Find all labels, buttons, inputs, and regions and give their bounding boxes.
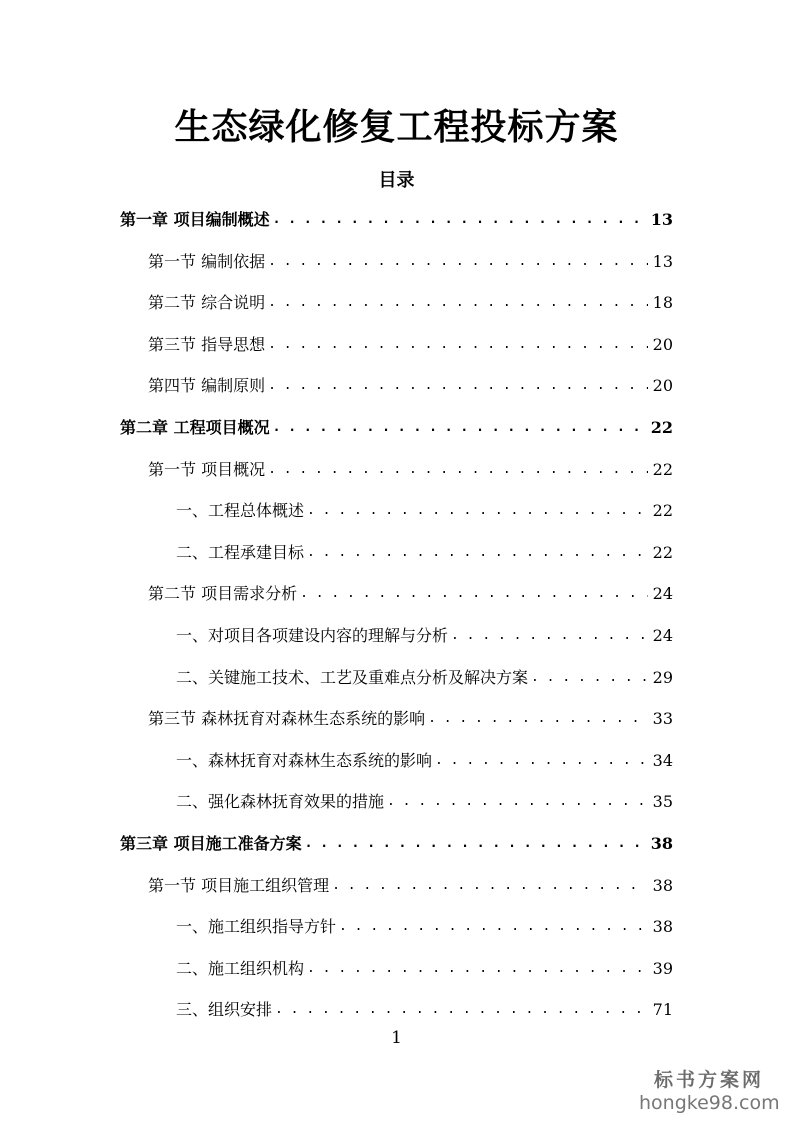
toc-entry-page: 24 (652, 584, 673, 603)
toc-entry-label: 第二节 综合说明 (148, 293, 266, 312)
document-title: 生态绿化修复工程投标方案 (174, 106, 619, 148)
toc-entry-label: 一、施工组织指导方针 (176, 917, 337, 936)
toc-dot-leader (268, 373, 648, 399)
toc-dot-leader (531, 665, 648, 691)
toc-dot-leader (435, 748, 648, 774)
toc-entry-page: 13 (652, 252, 673, 271)
toc-entry-page: 38 (652, 876, 673, 895)
toc-entry-label: 第一章 项目编制概述 (120, 210, 270, 229)
page-number: 1 (391, 1028, 402, 1048)
toc-entry-page: 22 (652, 501, 673, 520)
toc-entry[interactable] (176, 540, 673, 566)
toc-entry-label: 一、森林抚育对森林生态系统的影响 (176, 751, 433, 770)
toc-entry[interactable] (148, 290, 673, 316)
toc-dot-leader (300, 581, 648, 607)
toc-entry-label: 一、工程总体概述 (176, 501, 305, 520)
toc-entry-page: 29 (652, 668, 673, 687)
toc-dot-leader (305, 831, 648, 857)
toc-entry[interactable] (148, 332, 673, 358)
toc-entry[interactable] (148, 873, 673, 899)
toc-dot-leader (268, 332, 648, 358)
toc-entry[interactable] (148, 249, 673, 275)
toc-entry[interactable] (176, 623, 673, 649)
toc-dot-leader (428, 706, 648, 732)
toc-entry[interactable] (148, 457, 673, 483)
toc-entry-label: 二、关键施工技术、工艺及重难点分析及解决方案 (176, 668, 529, 687)
toc-dot-leader (307, 498, 648, 524)
toc-entry-page: 22 (650, 418, 673, 437)
watermark-url: hongke98.com (639, 1092, 780, 1114)
toc-entry[interactable] (176, 748, 673, 774)
toc-dot-leader (275, 997, 648, 1023)
toc-entry[interactable] (120, 831, 673, 857)
toc-entry-label: 二、强化森林抚育效果的措施 (176, 792, 385, 811)
toc-entry-label: 第一节 编制依据 (148, 252, 266, 271)
toc-entry-label: 二、工程承建目标 (176, 543, 305, 562)
toc-entry[interactable] (148, 706, 673, 732)
toc-entry-page: 33 (652, 709, 673, 728)
toc-entry-page: 38 (652, 917, 673, 936)
toc-entry-label: 第三章 项目施工准备方案 (120, 834, 302, 853)
toc-entry-page: 22 (652, 460, 673, 479)
toc-dot-leader (273, 207, 648, 233)
watermark-cn: 标书方案网 (653, 1069, 764, 1091)
toc-entry-label: 第三节 指导思想 (148, 335, 266, 354)
toc-entry-label: 第四节 编制原则 (148, 376, 266, 395)
toc-entry[interactable] (148, 581, 673, 607)
toc-entry[interactable] (120, 207, 673, 233)
toc-dot-leader (268, 290, 648, 316)
toc-entry-page: 18 (652, 293, 673, 312)
toc-heading: 目录 (378, 170, 415, 191)
toc-entry-page: 20 (652, 335, 673, 354)
toc-entry-label: 第二章 工程项目概况 (120, 418, 270, 437)
toc-entry-label: 三、组织安排 (176, 1000, 273, 1019)
toc-dot-leader (307, 540, 648, 566)
toc-entry-label: 一、对项目各项建设内容的理解与分析 (176, 626, 449, 645)
toc-dot-leader (273, 415, 648, 441)
toc-entry-page: 20 (652, 376, 673, 395)
toc-entry-page: 35 (652, 792, 673, 811)
toc-entry-label: 二、施工组织机构 (176, 959, 305, 978)
toc-dot-leader (268, 249, 648, 275)
toc-entry-label: 第一节 项目施工组织管理 (148, 876, 330, 895)
toc-entry-page: 34 (652, 751, 673, 770)
toc-dot-leader (268, 457, 648, 483)
toc-entry[interactable] (120, 415, 673, 441)
toc-entry-page: 38 (650, 834, 673, 853)
toc-entry[interactable] (176, 956, 673, 982)
toc-entry[interactable] (176, 997, 673, 1023)
toc-entry-page: 22 (652, 543, 673, 562)
toc-entry-page: 39 (652, 959, 673, 978)
toc-entry-page: 13 (650, 210, 673, 229)
toc-dot-leader (451, 623, 648, 649)
toc-entry-page: 24 (652, 626, 673, 645)
toc-entry[interactable] (176, 665, 673, 691)
toc-dot-leader (332, 873, 648, 899)
toc-dot-leader (339, 914, 648, 940)
site-watermark (639, 1068, 779, 1114)
toc-entry-label: 第一节 项目概况 (148, 460, 266, 479)
toc-entry[interactable] (176, 914, 673, 940)
toc-entry-page: 71 (652, 1000, 673, 1019)
toc-entry-label: 第二节 项目需求分析 (148, 584, 298, 603)
toc-entry[interactable] (148, 373, 673, 399)
toc-entry-label: 第三节 森林抚育对森林生态系统的影响 (148, 709, 426, 728)
toc-dot-leader (387, 789, 648, 815)
toc-entry[interactable] (176, 789, 673, 815)
toc-dot-leader (307, 956, 648, 982)
toc-entry[interactable] (176, 498, 673, 524)
